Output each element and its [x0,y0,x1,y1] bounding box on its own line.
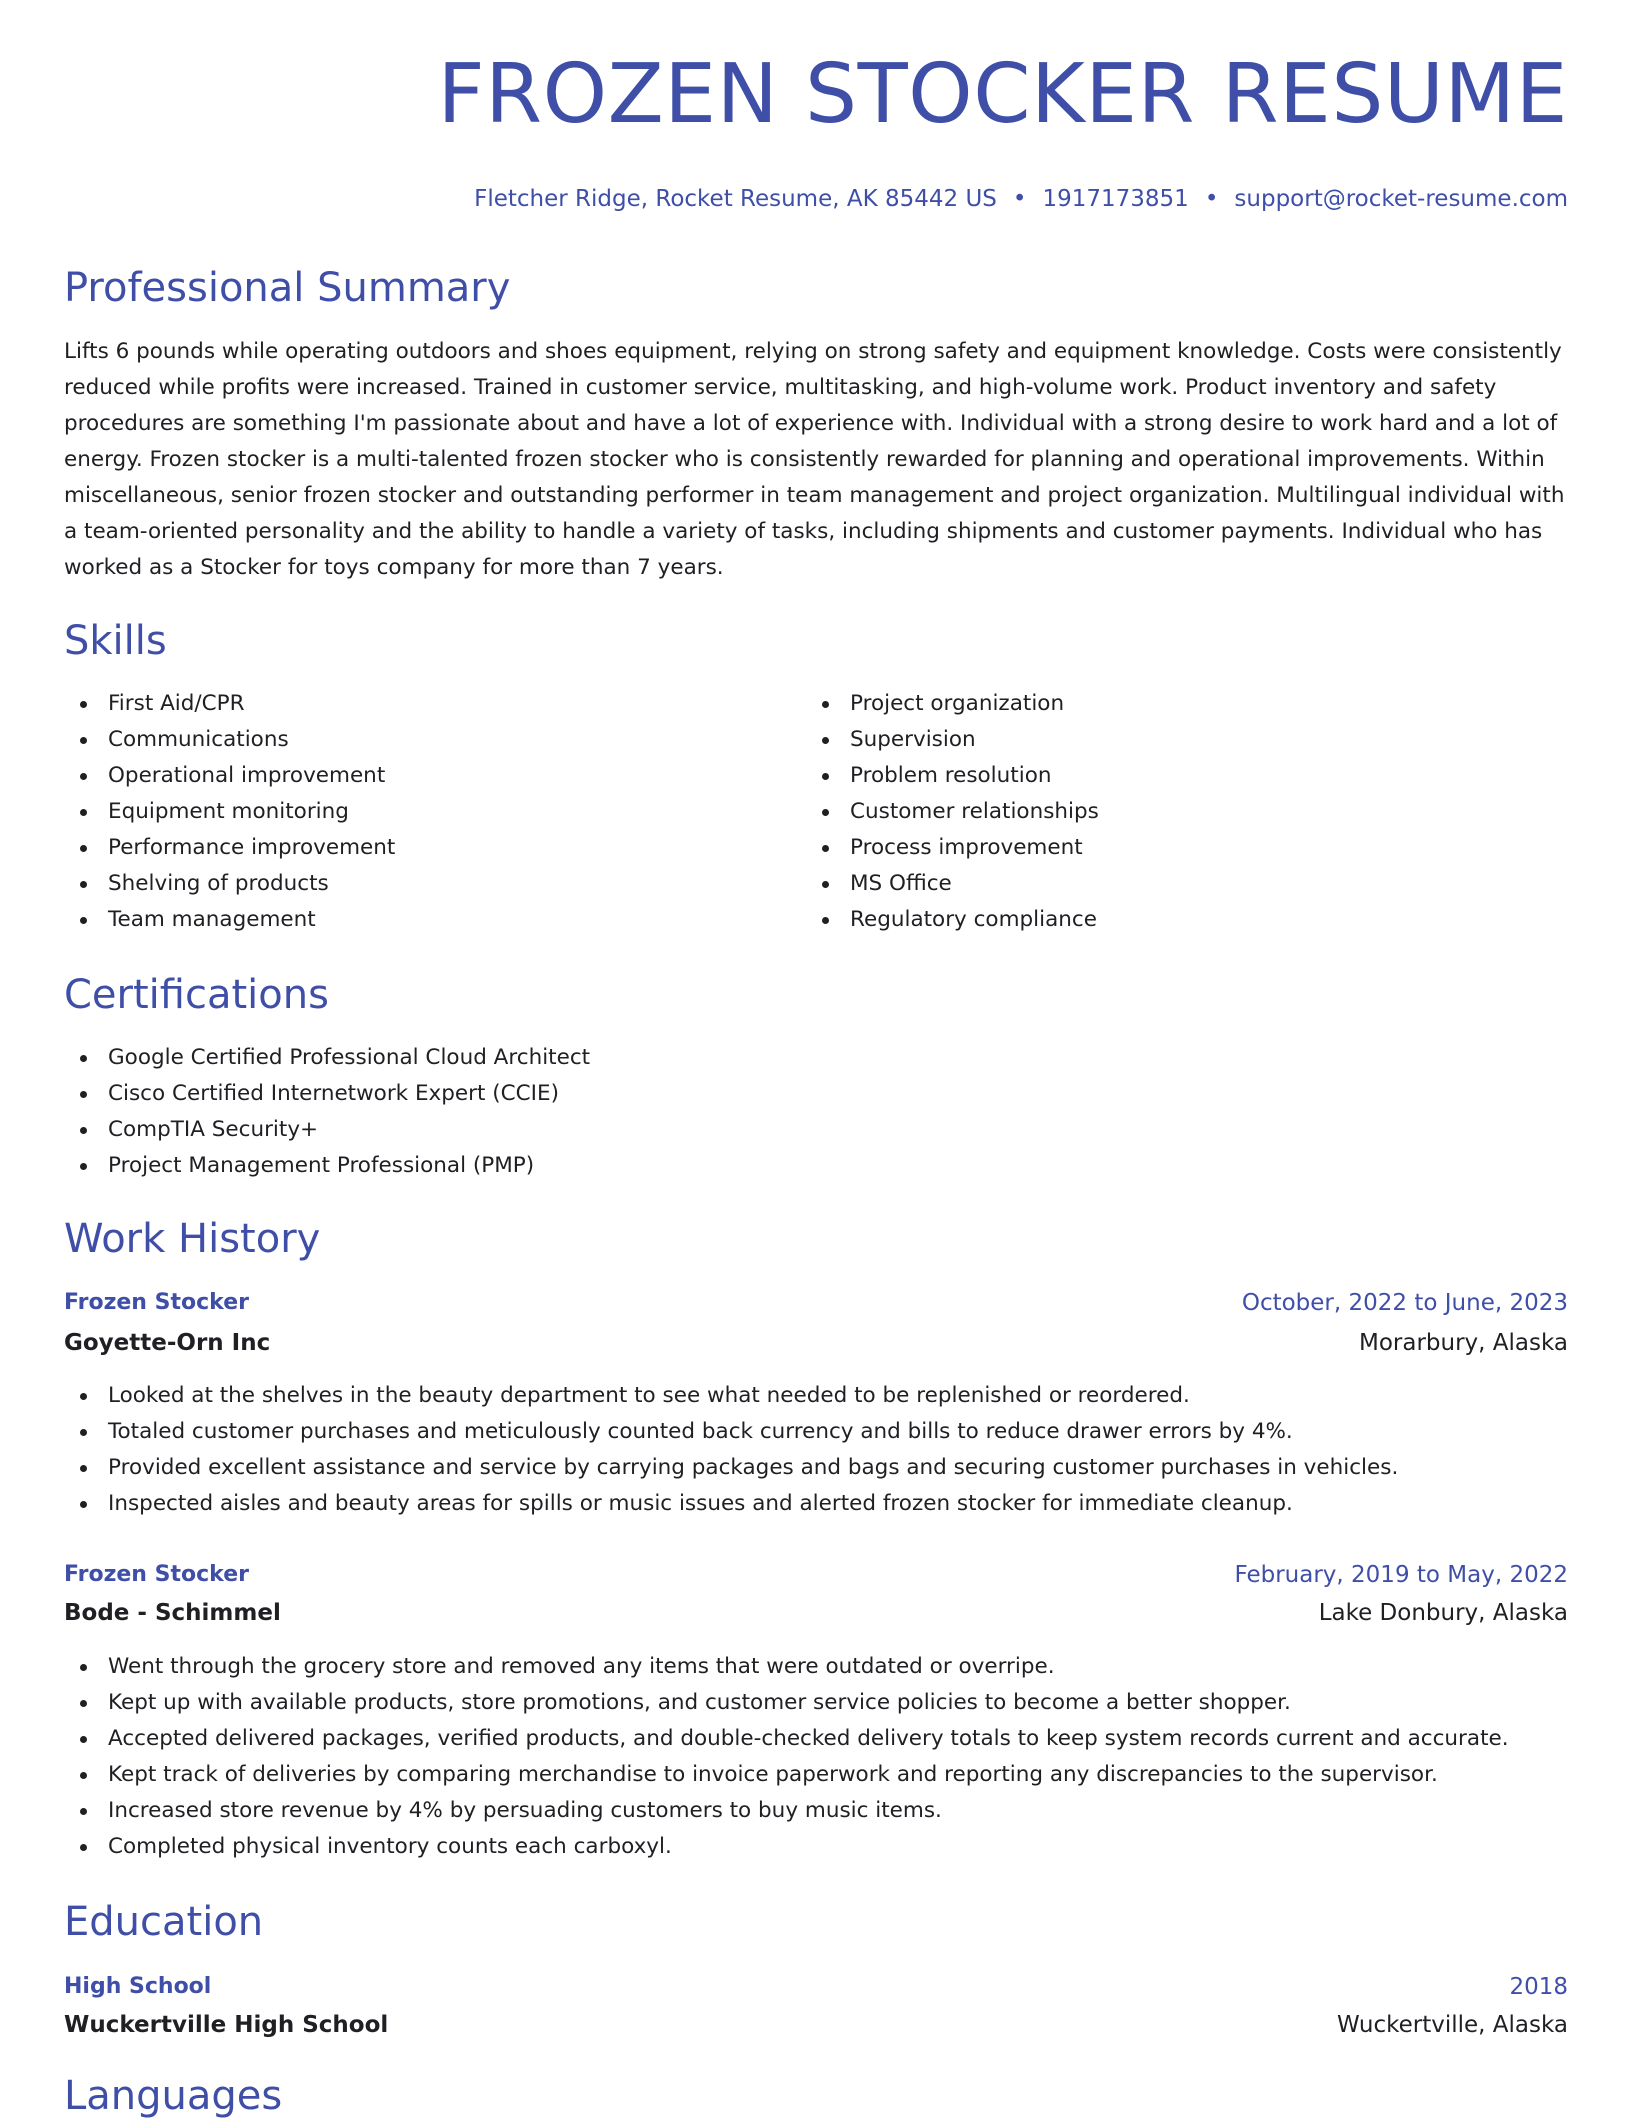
job-employer: Goyette-Orn Inc [64,1330,271,1356]
separator-dot: • [1012,186,1027,212]
education-school: Wuckertville High School [64,2012,389,2038]
list-item: Equipment monitoring [64,794,395,830]
section-heading-education: Education [64,1899,264,1945]
list-item: Accepted delivered packages, verified products, and double-checked delivery totals to keep system records current and accurate. [64,1721,1509,1757]
summary-text: Lifts 6 pounds while operating outdoors and shoes equipment, relying on strong safety and equipment knowledge. Costs were consistently reduced while profits were increased. Trained in customer service, multitasking, and high-volume work. Product inventory and safety procedures are something I'm passionate about and have a lot of experience with. Individual with a strong desire to work hard and a lot of energy. Frozen stocker is a multi-talented frozen stocker who is consistently rewarded for planning and operational improvements. Within miscellaneous, senior frozen stocker and outstanding performer in team management and project organization. Multilingual individual with a team-oriented personality and the ability to handle a variety of tasks, including shipments and customer payments. Individual who has worked as a Stocker for toys company for more than 7 years. [64,339,1565,580]
job-duties-list [64,1378,1398,1522]
list-item: Project Management Professional (PMP) [64,1148,590,1184]
list-item: Project organization [806,686,1099,722]
section-heading-skills: Skills [64,618,167,664]
separator-dot: • [1204,186,1219,212]
job-dates: October, 2022 to June, 2023 [1241,1290,1568,1316]
education-location: Wuckertville, Alaska [1336,2012,1568,2038]
contact-email: support@rocket-resume.com [1234,186,1568,212]
contact-address: Fletcher Ridge, Rocket Resume, AK 85442 US [474,186,997,212]
skills-list-right [806,686,1099,938]
section-heading-languages: Languages [64,2073,283,2119]
list-item: Team management [64,902,395,938]
list-item: CompTIA Security+ [64,1112,590,1148]
list-item: Completed physical inventory counts each carboxyl. [64,1829,1509,1865]
job-duties-list [64,1649,1509,1865]
list-item: Problem resolution [806,758,1099,794]
list-item: Performance improvement [64,830,395,866]
job-title: Frozen Stocker [64,1290,249,1315]
job-employer: Bode - Schimmel [64,1600,281,1626]
list-item: Google Certified Professional Cloud Architect [64,1040,590,1076]
job-title: Frozen Stocker [64,1562,249,1587]
certifications-list [64,1040,590,1184]
list-item: First Aid/CPR [64,686,395,722]
list-item: Supervision [806,722,1099,758]
job-header-row [64,1285,1568,1321]
contact-phone: 1917173851 [1042,186,1189,212]
list-item: Customer relationships [806,794,1099,830]
list-item: Process improvement [806,830,1099,866]
education-year: 2018 [1509,1974,1568,2000]
section-heading-certifications: Certifications [64,972,329,1018]
education-header-row [64,1969,1568,2005]
job-header-row [64,1557,1568,1593]
list-item: Operational improvement [64,758,395,794]
list-item: Shelving of products [64,866,395,902]
list-item: Kept track of deliveries by comparing merchandise to invoice paperwork and reporting any discrepancies to the supervisor. [64,1757,1509,1793]
list-item: Increased store revenue by 4% by persuading customers to buy music items. [64,1793,1509,1829]
list-item: Inspected aisles and beauty areas for spills or music issues and alerted frozen stocker for immediate cleanup. [64,1486,1398,1522]
section-heading-summary: Professional Summary [64,265,511,311]
contact-line [474,184,1568,214]
job-employer-row [64,1595,1568,1631]
list-item: Totaled customer purchases and meticulously counted back currency and bills to reduce drawer errors by 4%. [64,1414,1398,1450]
education-degree: High School [64,1974,212,1999]
job-employer-row [64,1325,1568,1361]
job-location: Lake Donbury, Alaska [1318,1600,1568,1626]
skills-list-left [64,686,395,938]
list-item: Provided excellent assistance and service by carrying packages and bags and securing customer purchases in vehicles. [64,1450,1398,1486]
list-item: MS Office [806,866,1099,902]
list-item: Cisco Certified Internetwork Expert (CCIE) [64,1076,590,1112]
list-item: Kept up with available products, store promotions, and customer service policies to become a better shopper. [64,1685,1509,1721]
education-school-row [64,2007,1568,2043]
resume-title: FROZEN STOCKER RESUME [437,47,1568,142]
list-item: Regulatory compliance [806,902,1099,938]
section-heading-work-history: Work History [64,1216,321,1262]
list-item: Communications [64,722,395,758]
list-item: Looked at the shelves in the beauty department to see what needed to be replenished or reordered. [64,1378,1398,1414]
list-item: Went through the grocery store and removed any items that were outdated or overripe. [64,1649,1509,1685]
job-dates: February, 2019 to May, 2022 [1234,1562,1568,1588]
job-location: Morarbury, Alaska [1359,1330,1568,1356]
